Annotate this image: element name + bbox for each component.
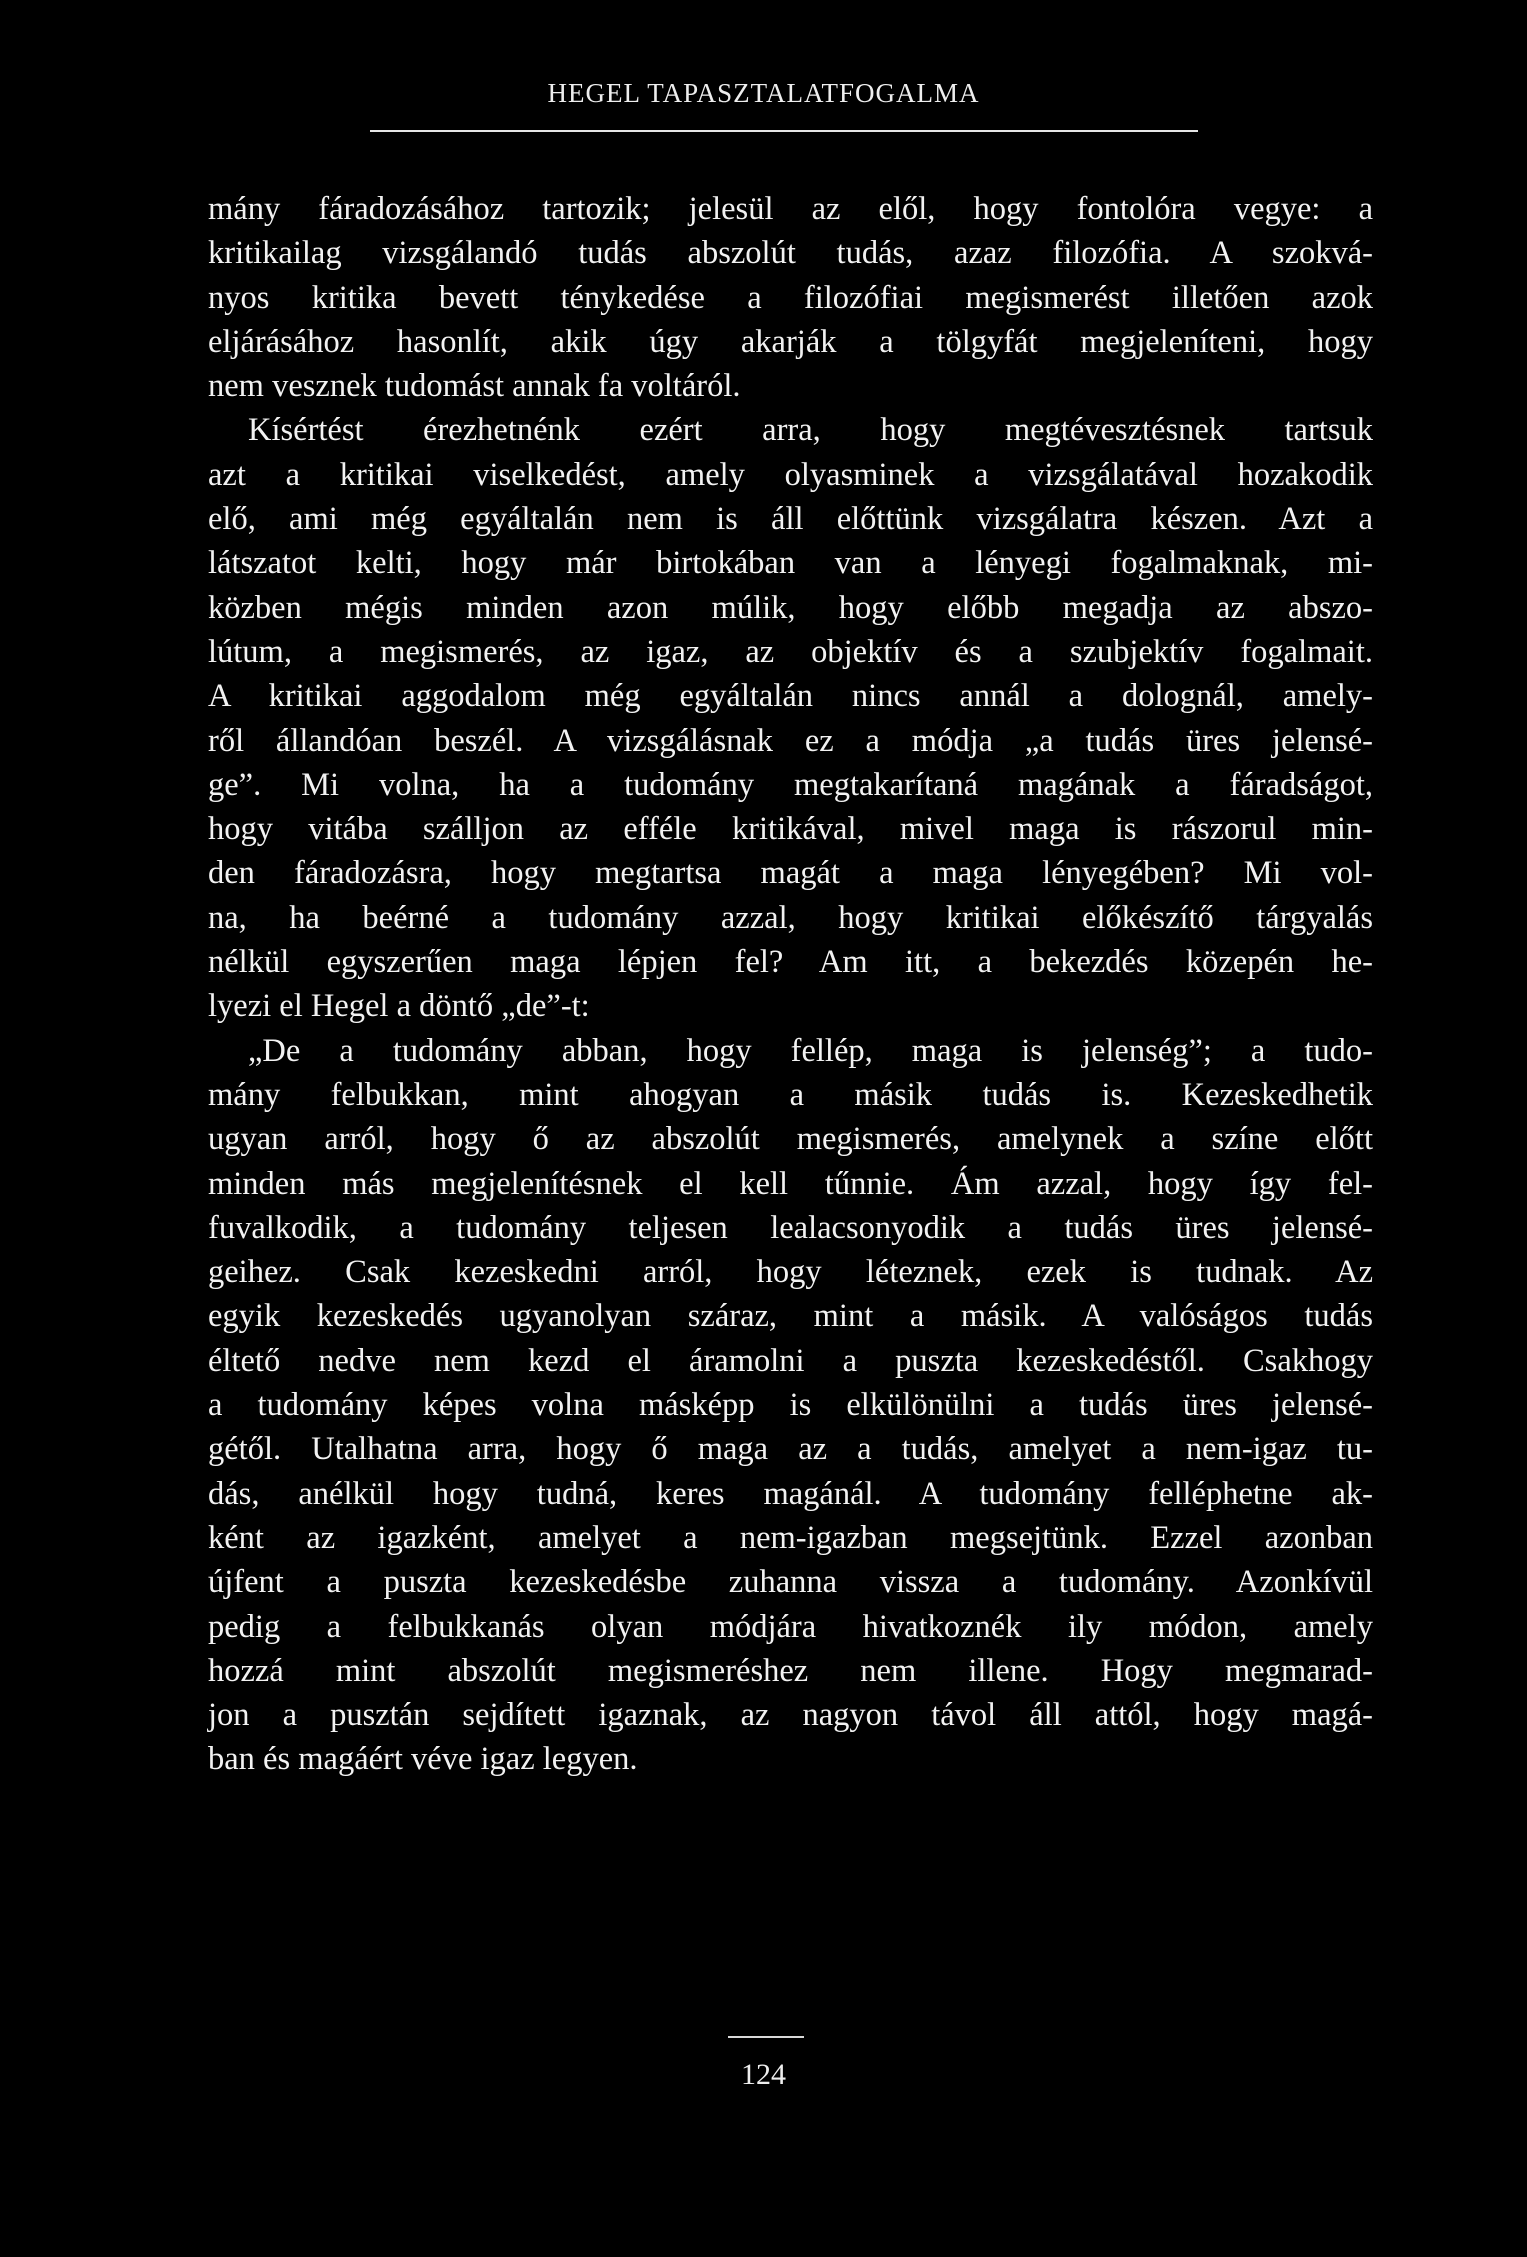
- text-line: jon a pusztán sejdített igaznak, az nagyon távol áll attól, hogy magá-: [208, 1697, 1373, 1734]
- text-line: éltető nedve nem kezd el áramolni a puszta kezeskedéstől. Csakhogy: [208, 1342, 1373, 1379]
- text-line: „De a tudomány abban, hogy fellép, maga is jelenség”; a tudo-: [248, 1032, 1373, 1069]
- text-line: közben mégis minden azon múlik, hogy előbb megadja az abszo-: [208, 589, 1373, 626]
- text-line: hozzá mint abszolút megismeréshez nem illene. Hogy megmarad-: [208, 1652, 1373, 1689]
- body-text: [208, 187, 1373, 1782]
- page-number: 124: [741, 2058, 786, 2091]
- text-line: den fáradozásra, hogy megtartsa magát a maga lényegében? Mi vol-: [208, 855, 1373, 892]
- text-line: ről állandóan beszél. A vizsgálásnak ez a módja „a tudás üres jelensé-: [208, 722, 1373, 759]
- text-line: eljárásához hasonlít, akik úgy akarják a tölgyfát megjeleníteni, hogy: [208, 323, 1373, 360]
- text-line: fuvalkodik, a tudomány teljesen lealacsonyodik a tudás üres jelensé-: [208, 1209, 1373, 1246]
- text-line: hogy vitába szálljon az efféle kritikával, mivel maga is rászorul min-: [208, 811, 1373, 848]
- text-line: elő, ami még egyáltalán nem is áll előttünk vizsgálatra készen. Azt a: [208, 501, 1373, 538]
- text-line: Kísértést érezhetnénk ezért arra, hogy megtévesztésnek tartsuk: [248, 412, 1373, 449]
- header-rule: [370, 130, 1198, 132]
- text-line: ugyan arról, hogy ő az abszolút megismerés, amelynek a színe előtt: [208, 1121, 1373, 1158]
- running-header: HEGEL TAPASZTALATFOGALMA: [547, 78, 980, 108]
- text-line: a tudomány képes volna másképp is elkülönülni a tudás üres jelensé-: [208, 1387, 1373, 1424]
- text-line: mány felbukkan, mint ahogyan a másik tudás is. Kezeskedhetik: [208, 1076, 1373, 1113]
- text-line: ge”. Mi volna, ha a tudomány megtakarítaná magának a fáradságot,: [208, 766, 1373, 803]
- text-line: azt a kritikai viselkedést, amely olyasminek a vizsgálatával hozakodik: [208, 456, 1373, 493]
- footer-rule: [728, 2036, 804, 2038]
- text-line: ban és magáért véve igaz legyen.: [208, 1741, 638, 1778]
- text-line: nélkül egyszerűen maga lépjen fel? Am itt, a bekezdés közepén he-: [208, 944, 1373, 981]
- text-line: újfent a puszta kezeskedésbe zuhanna vissza a tudomány. Azonkívül: [208, 1564, 1373, 1601]
- text-line: kritikailag vizsgálandó tudás abszolút tudás, azaz filozófia. A szokvá-: [208, 235, 1373, 272]
- text-line: dás, anélkül hogy tudná, keres magánál. A tudomány felléphetne ak-: [208, 1475, 1373, 1512]
- text-line: mány fáradozásához tartozik; jelesül az elől, hogy fontolóra vegye: a: [208, 191, 1373, 227]
- text-line: geihez. Csak kezeskedni arról, hogy léteznek, ezek is tudnak. Az: [208, 1254, 1373, 1291]
- text-line: lyezi el Hegel a döntő „de”-t:: [208, 988, 590, 1025]
- text-line: na, ha beérné a tudomány azzal, hogy kritikai előkészítő tárgyalás: [208, 899, 1373, 936]
- text-line: nem vesznek tudomást annak fa voltáról.: [208, 368, 741, 405]
- text-line: nyos kritika bevett ténykedése a filozófiai megismerést illetően azok: [208, 279, 1373, 316]
- text-line: gétől. Utalhatna arra, hogy ő maga az a tudás, amelyet a nem-igaz tu-: [208, 1431, 1373, 1468]
- text-line: látszatot kelti, hogy már birtokában van a lényegi fogalmaknak, mi-: [208, 545, 1373, 582]
- text-line: lútum, a megismerés, az igaz, az objektív és a szubjektív fogalmait.: [208, 633, 1373, 670]
- text-line: A kritikai aggodalom még egyáltalán nincs annál a dolognál, amely-: [208, 678, 1373, 715]
- text-line: ként az igazként, amelyet a nem-igazban megsejtünk. Ezzel azonban: [208, 1519, 1373, 1556]
- text-line: egyik kezeskedés ugyanolyan száraz, mint a másik. A valóságos tudás: [208, 1298, 1373, 1335]
- text-line: pedig a felbukkanás olyan módjára hivatkoznék ily módon, amely: [208, 1608, 1373, 1645]
- text-line: minden más megjelenítésnek el kell tűnnie. Ám azzal, hogy így fel-: [208, 1165, 1373, 1202]
